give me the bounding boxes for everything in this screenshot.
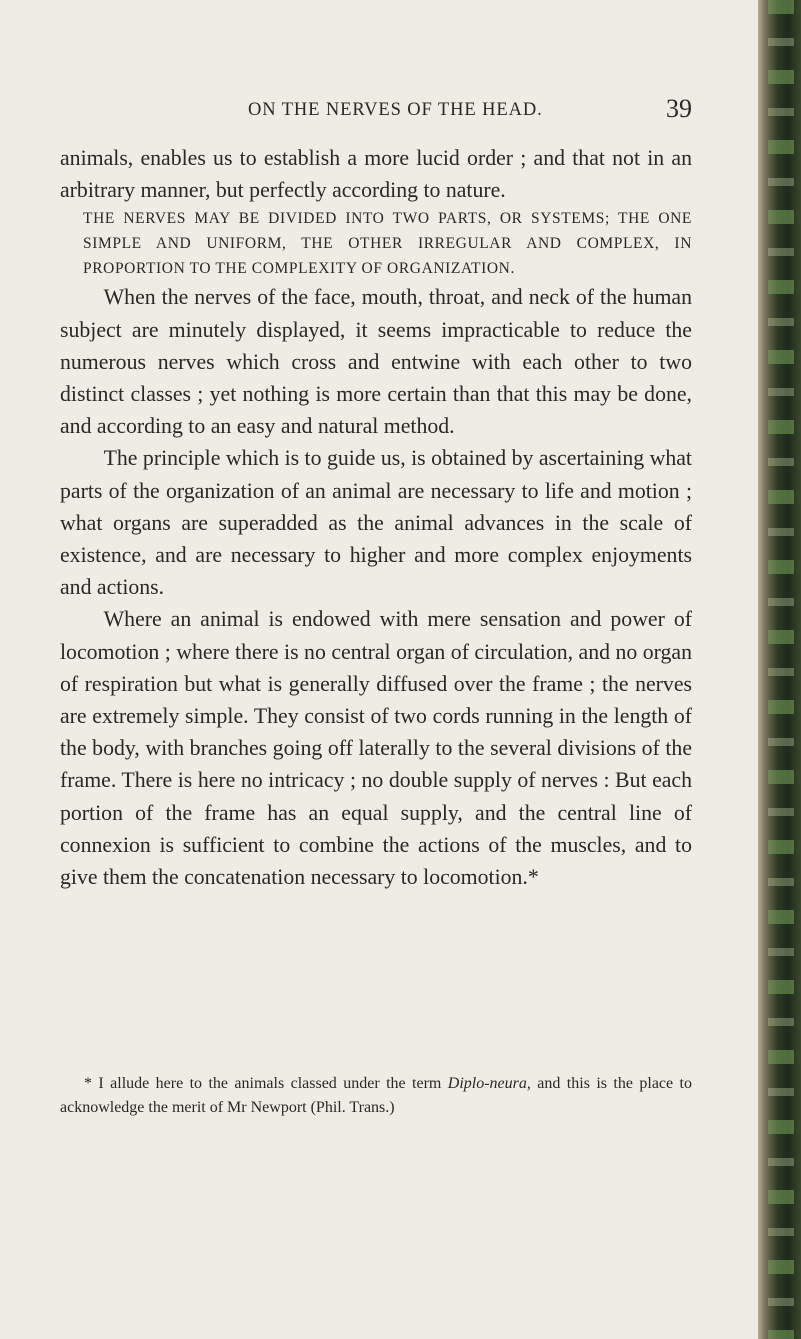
paragraph-4: Where an animal is endowed with mere sensation and power of locomotion ; where there is no central organ of circulation, and no organ of respiration but what is generally diffused over the frame ; the nerves are extremely simple. They consist of two cords running in the length of the body, with branches going off laterally to the several divisions of the frame. There is here no intricacy ; no double supply of nerves : But each portion of the frame has an equal supply, and the central line of connexion is sufficient to combine the actions of the muscles, and to give them the concatenation necessary to locomotion.*: [60, 607, 692, 890]
body-text: [60, 142, 692, 893]
page-header: [60, 94, 692, 128]
paragraph-2: When the nerves of the face, mouth, throat, and neck of the human subject are minutely displayed, it seems impracticable to reduce the numerous nerves which cross and entwine with each other to two distinct classes ; yet nothing is more certain than that this may be done, and according to an easy and natural method.: [60, 285, 692, 439]
page-number: 39: [666, 94, 692, 123]
running-head: ON THE NERVES OF THE HEAD.: [248, 100, 543, 120]
footnote-lead: * I allude here to the animals classed under the term: [84, 1075, 448, 1092]
footnote-tail: and this is the place to acknowledge the merit of Mr Newport (Phil. Trans.): [60, 1075, 692, 1116]
book-binding-edge: [758, 0, 801, 1339]
footnote: [60, 1072, 692, 1120]
footnote-term: Diplo-neura,: [447, 1075, 531, 1092]
section-heading: THE NERVES MAY BE DIVIDED INTO TWO PARTS, OR SYSTEMS; THE ONE SIMPLE AND UNIFORM, THE OTHER IRREGULAR AND COMPLEX, IN PROPORTION TO THE COMPLEXITY OF ORGANIZATION.: [83, 210, 692, 278]
paragraph-1: animals, enables us to establish a more lucid order ; and that not in an arbitrary manner, but perfectly according to nature.: [60, 146, 692, 203]
footnote-text: [60, 1072, 692, 1120]
paragraph-3: The principle which is to guide us, is obtained by ascertaining what parts of the organization of an animal are necessary to life and motion ; what organs are superadded as the animal advances in the scale of existence, and are necessary to higher and more complex enjoyments and actions.: [60, 446, 692, 600]
